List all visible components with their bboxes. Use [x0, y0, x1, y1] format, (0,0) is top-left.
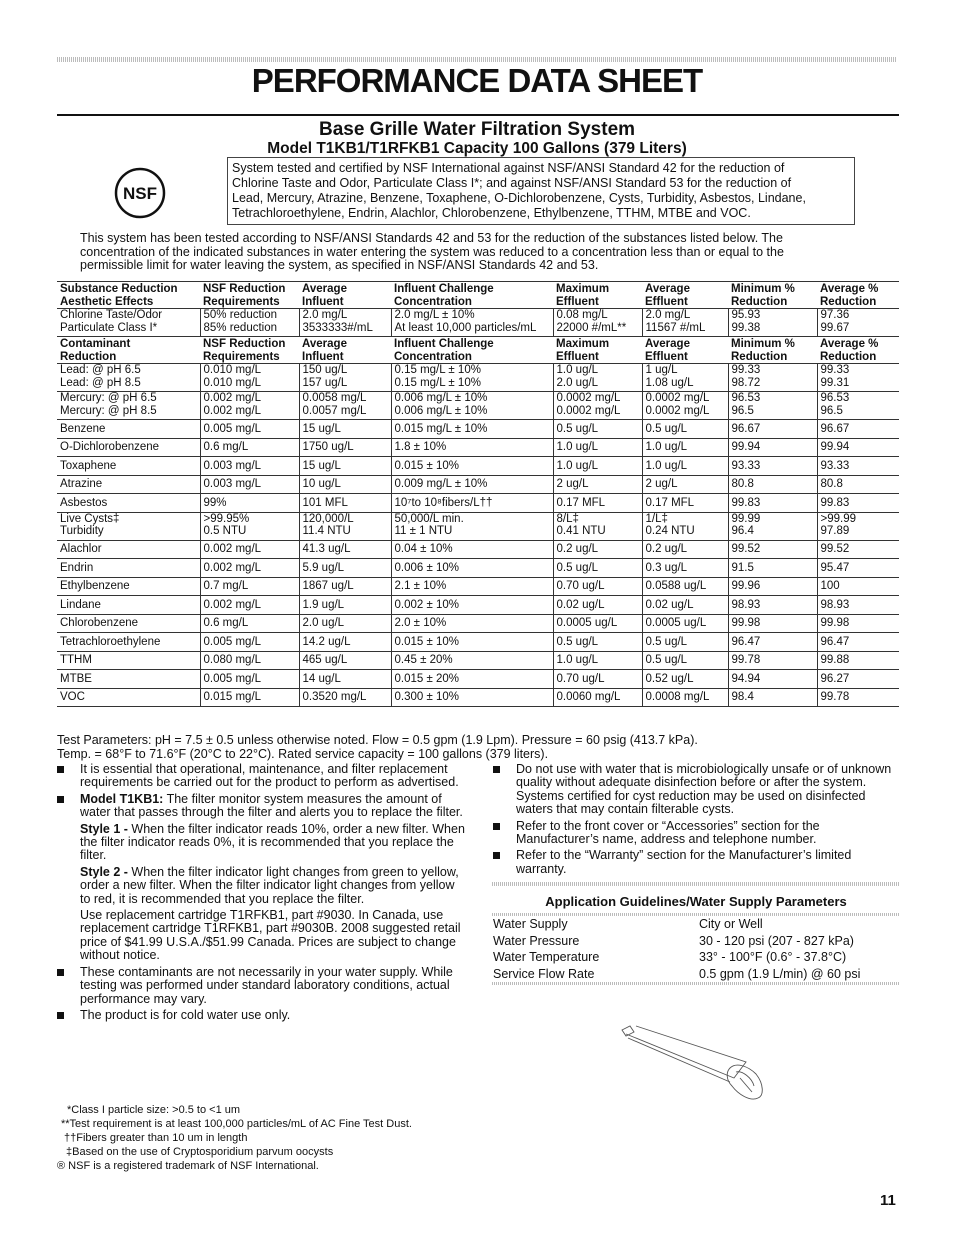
table-cell: 0.0002 mg/L 0.0002 mg/L [642, 392, 728, 420]
table-cell: Average Influent [299, 282, 391, 309]
table-row [57, 438, 899, 457]
table-cell: 99.83 [728, 494, 817, 513]
intro-line: This system has been tested according to NSF/ANSI Standards 42 and 53 for the reduction of the substances listed below. The [80, 231, 783, 245]
table-cell: 99.88 [817, 651, 899, 670]
table-cell: 96.67 [728, 420, 817, 439]
table-cell: 0.7 mg/L [200, 577, 299, 596]
guidelines-row [492, 933, 900, 950]
bullet-square-icon [493, 823, 500, 830]
table-cell: 41.3 ug/L [299, 540, 391, 559]
table-cell: 99.98 [817, 614, 899, 633]
table-row [57, 475, 899, 494]
title-rule [57, 114, 899, 116]
footnotes [57, 1103, 412, 1173]
table-cell: NSF Reduction Requirements [200, 337, 299, 364]
table-cell: 0.52 ug/L [642, 670, 728, 689]
table-row [57, 494, 899, 513]
performance-table [57, 281, 899, 707]
guidelines-title: Application Guidelines/Water Supply Parameters [545, 894, 847, 909]
table-cell: 1 ug/L 1.08 ug/L [642, 364, 728, 392]
table-cell: 0.3 ug/L [642, 559, 728, 578]
style-label: Style 2 - [80, 864, 128, 879]
table-cell: 0.005 mg/L [200, 420, 299, 439]
table-cell: 1750 ug/L [299, 438, 391, 457]
bullet-text: Refer to the front cover or “Accessories” section for the Manufacturer’s name, address and telephone number. [516, 818, 820, 847]
table-cell: 96.53 96.5 [817, 392, 899, 420]
table-row [57, 420, 899, 439]
table-cell: Endrin [57, 559, 200, 578]
bullet-square-icon [493, 852, 500, 859]
table-cell: 98.93 [728, 596, 817, 615]
filter-cartridge-icon [612, 1022, 772, 1102]
bullet-item [57, 763, 467, 790]
table-cell: 1.0 ug/L 2.0 ug/L [553, 364, 642, 392]
table-cell: Average Influent [299, 337, 391, 364]
table-cell: Average % Reduction [817, 282, 899, 309]
table-cell: 99.94 [728, 438, 817, 457]
table-cell: 0.003 mg/L [200, 457, 299, 476]
page-title: PERFORMANCE DATA SHEET [251, 62, 703, 99]
left-notes-column [57, 763, 467, 1025]
table-cell: O-Dichlorobenzene [57, 438, 200, 457]
table-cell: 0.70 ug/L [553, 577, 642, 596]
table-cell: 99.52 [817, 540, 899, 559]
table-cell: Benzene [57, 420, 200, 439]
table-cell: 10 ug/L [299, 475, 391, 494]
table-cell: 0.0588 ug/L [642, 577, 728, 596]
guidelines-bottom-hatch [492, 982, 900, 985]
table-cell: 15 ug/L [299, 457, 391, 476]
table-cell: Mercury: @ pH 6.5 Mercury: @ pH 8.5 [57, 392, 200, 420]
guideline-value: 33° - 100°F (0.6° - 37.8°C) [699, 950, 847, 964]
bullet-item [493, 763, 899, 817]
table-cell: 0.005 mg/L [200, 633, 299, 652]
table-cell: 0.010 mg/L 0.010 mg/L [200, 364, 299, 392]
table-row [57, 688, 899, 707]
table-cell: 99.96 [728, 577, 817, 596]
table-cell: 1/L‡ 0.24 NTU [642, 512, 728, 540]
table-cell: 0.080 mg/L [200, 651, 299, 670]
table-cell: 50,000/L min. 11 ± 1 NTU [391, 512, 553, 540]
table-cell: 80.8 [728, 475, 817, 494]
table-cell: 2.0 ug/L [299, 614, 391, 633]
table-cell: 0.15 mg/L ± 10% 0.15 mg/L ± 10% [391, 364, 553, 392]
footnote: *Class I particle size: >0.5 to <1 um [67, 1104, 241, 1116]
bullet-text: The product is for cold water use only. [80, 1007, 291, 1022]
table-cell: 0.45 ± 20% [391, 651, 553, 670]
table-cell: 99.78 [728, 651, 817, 670]
table-cell: Minimum % Reduction [728, 337, 817, 364]
footnote: ††Fibers greater than 10 um in length [64, 1132, 248, 1144]
table-cell: 1.8 ± 10% [391, 438, 553, 457]
table-cell: 120,000/L 11.4 NTU [299, 512, 391, 540]
table-cell: 0.2 ug/L [553, 540, 642, 559]
table-cell: 0.002 mg/L [200, 540, 299, 559]
footnote: ‡Based on the use of Cryptosporidium parvum oocysts [66, 1146, 334, 1158]
table-cell: 0.0060 mg/L [553, 688, 642, 707]
table-cell: 0.5 ug/L [553, 633, 642, 652]
table-cell: 0.002 ± 10% [391, 596, 553, 615]
table-cell: 1.0 ug/L [553, 651, 642, 670]
table-cell: 0.6 mg/L [200, 614, 299, 633]
table-cell: 0.0002 mg/L 0.0002 mg/L [553, 392, 642, 420]
table-row [57, 392, 899, 420]
bullet-text: Refer to the “Warranty” section for the Manufacturer’s limited warranty. [516, 848, 852, 876]
table-cell: Maximum Effluent [553, 282, 642, 309]
table-cell: 465 ug/L [299, 651, 391, 670]
table-row [57, 364, 899, 392]
table-cell: 96.27 [817, 670, 899, 689]
table-cell: 99.33 98.72 [728, 364, 817, 392]
table-cell: Lead: @ pH 6.5 Lead: @ pH 8.5 [57, 364, 200, 392]
table-cell: 99% [200, 494, 299, 513]
table-cell: 0.002 mg/L [200, 596, 299, 615]
table-cell: 0.6 mg/L [200, 438, 299, 457]
table-row [57, 670, 899, 689]
table-cell: 8/L‡ 0.41 NTU [553, 512, 642, 540]
table-cell: 0.015 mg/L [200, 688, 299, 707]
table-cell: 96.67 [817, 420, 899, 439]
table-cell: 98.93 [817, 596, 899, 615]
table-cell: 96.47 [728, 633, 817, 652]
table-cell: 0.08 mg/L 22000 #/mL** [553, 309, 642, 337]
table-cell: Influent Challenge Concentration [391, 282, 553, 309]
bullet-text: Do not use with water that is microbiologically unsafe or of unknown quality without adequate disinfection before or after the system. Systems certified for cyst reduction may be used on disinfected waters that may contain filterable cysts. [516, 762, 892, 817]
table-cell: 14 ug/L [299, 670, 391, 689]
table-cell: Lindane [57, 596, 200, 615]
replacement-note: Use replacement cartridge T1RFKB1, part #9030. In Canada, use replacement cartridge T1RFKB1, part #9030B. 2008 suggested retail price of $41.99 U.S.A./$51.99 Canada. Prices are subject to change without notice. [80, 908, 461, 963]
intro-line: permissible limit for water leaving the system, as specified in NSF/ANSI Standards 42 and 53. [80, 258, 599, 272]
table-cell: Chlorobenzene [57, 614, 200, 633]
table-cell: 2.0 mg/L ± 10% At least 10,000 particles/mL [391, 309, 553, 337]
system-subtitle: Base Grille Water Filtration System [318, 119, 636, 140]
table-cell: 14.2 ug/L [299, 633, 391, 652]
table-cell: 99.94 [817, 438, 899, 457]
table-cell: 0.5 ug/L [553, 420, 642, 439]
table-cell: 0.0005 ug/L [642, 614, 728, 633]
table-cell: 95.47 [817, 559, 899, 578]
table-cell: 2.0 mg/L 11567 #/mL [642, 309, 728, 337]
table-cell: 2 ug/L [553, 475, 642, 494]
table-cell: 91.5 [728, 559, 817, 578]
table-cell: 0.02 ug/L [553, 596, 642, 615]
table-cell: 101 MFL [299, 494, 391, 513]
table-cell: 0.04 ± 10% [391, 540, 553, 559]
table-cell: 0.5 ug/L [642, 633, 728, 652]
table-row [57, 309, 899, 337]
bullet-square-icon [57, 969, 64, 976]
bullet-item [493, 820, 899, 847]
footnote: **Test requirement is at least 100,000 particles/mL of AC Fine Test Dust. [61, 1118, 412, 1130]
footnote: ® NSF is a registered trademark of NSF International. [57, 1160, 319, 1172]
style-note [57, 823, 467, 863]
table-cell: 99.78 [817, 688, 899, 707]
table-cell: 2 ug/L [642, 475, 728, 494]
nsf-line: Chlorine Taste and Odor, Particulate Class I*; and against NSF/ANSI Standard 53 for the reduction of [232, 176, 792, 190]
table-row [57, 457, 899, 476]
bullet-bold-lead: Model T1KB1: [80, 791, 164, 806]
table-cell: 99.83 [817, 494, 899, 513]
application-guidelines [492, 882, 900, 985]
table-cell: Alachlor [57, 540, 200, 559]
bullet-square-icon [57, 1012, 64, 1019]
table-cell: 10⁷to 10⁸fibers/L†† [391, 494, 553, 513]
table-cell: 0.015 ± 20% [391, 670, 553, 689]
table-cell: NSF Reduction Requirements [200, 282, 299, 309]
table-header-row [57, 282, 899, 309]
style-text: When the filter indicator reads 10%, order a new filter. When the filter indicator reads 0%, it is recommended that you replace the filter. [80, 821, 465, 863]
table-cell: 0.17 MFL [553, 494, 642, 513]
table-cell: Ethylbenzene [57, 577, 200, 596]
table-cell: Average % Reduction [817, 337, 899, 364]
bullet-text: The filter monitor system measures the amount of water that passes through the filter and alerts you to replace the filter. [80, 791, 463, 820]
guideline-label: Water Supply [493, 917, 568, 931]
intro-paragraph [80, 232, 870, 273]
bullet-item [57, 966, 467, 1006]
table-cell: 1.9 ug/L [299, 596, 391, 615]
table-cell: Average Effluent [642, 282, 728, 309]
table-cell: 98.4 [728, 688, 817, 707]
nsf-certification-box [227, 157, 855, 225]
table-cell: 95.93 99.38 [728, 309, 817, 337]
table-row [57, 577, 899, 596]
table-cell: 0.006 mg/L ± 10% 0.006 mg/L ± 10% [391, 392, 553, 420]
table-cell: 0.5 ug/L [642, 420, 728, 439]
table-cell: 1.0 ug/L [553, 438, 642, 457]
bullet-text: These contaminants are not necessarily in your water supply. While testing was performed under standard laboratory conditions, actual performance may vary. [80, 964, 453, 1006]
style-label: Style 1 - [80, 821, 128, 836]
table-cell: 0.002 mg/L 0.002 mg/L [200, 392, 299, 420]
table-cell: >99.99 97.89 [817, 512, 899, 540]
guidelines-row [492, 949, 900, 966]
table-cell: 97.36 99.67 [817, 309, 899, 337]
table-cell: Tetrachloroethylene [57, 633, 200, 652]
bullet-item [57, 793, 467, 820]
table-cell: 93.33 [728, 457, 817, 476]
table-cell: 80.8 [817, 475, 899, 494]
guideline-label: Water Pressure [493, 933, 580, 948]
table-cell: 0.70 ug/L [553, 670, 642, 689]
table-cell: 0.5 ug/L [642, 651, 728, 670]
table-cell: 0.2 ug/L [642, 540, 728, 559]
nsf-logo-icon [114, 167, 166, 219]
test-parameters-line: Test Parameters: pH = 7.5 ± 0.5 unless otherwise noted. Flow = 0.5 gpm (1.9 Lpm). Pressure = 60 psig (413.7 kPa). [57, 733, 698, 747]
guideline-value: City or Well [699, 917, 763, 931]
intro-line: concentration of the indicated substances in water entering the system was reduced to a concentration less than or equal to the [80, 244, 784, 259]
guideline-value: 30 - 120 psi (207 - 827 kPa) [699, 933, 854, 948]
table-cell: 0.02 ug/L [642, 596, 728, 615]
table-cell: 150 ug/L 157 ug/L [299, 364, 391, 392]
table-cell: 0.015 ± 10% [391, 633, 553, 652]
table-cell: Minimum % Reduction [728, 282, 817, 309]
table-cell: 1.0 ug/L [642, 438, 728, 457]
table-cell: 2.1 ± 10% [391, 577, 553, 596]
table-cell: 99.33 99.31 [817, 364, 899, 392]
guideline-label: Service Flow Rate [493, 966, 595, 981]
bullet-item [57, 1009, 467, 1022]
table-cell: 94.94 [728, 670, 817, 689]
table-cell: 15 ug/L [299, 420, 391, 439]
table-cell: Live Cysts‡ Turbidity [57, 512, 200, 540]
table-cell: 0.015 mg/L ± 10% [391, 420, 553, 439]
table-cell: 2.0 ± 10% [391, 614, 553, 633]
table-row [57, 596, 899, 615]
table-row [57, 540, 899, 559]
table-cell: 0.3520 mg/L [299, 688, 391, 707]
bullet-square-icon [57, 796, 64, 803]
style-note [57, 866, 467, 906]
test-parameters [57, 734, 899, 761]
style-text: When the filter indicator light changes from green to yellow, order a new filter. When the filter indicator light changes from yellow to red, it is recommended that you replace the filter. [80, 864, 459, 906]
guideline-value: 0.5 gpm (1.9 L/min) @ 60 psi [699, 966, 861, 981]
table-cell: 1.0 ug/L [642, 457, 728, 476]
table-cell: 0.300 ± 10% [391, 688, 553, 707]
table-cell: VOC [57, 688, 200, 707]
table-cell: 0.009 mg/L ± 10% [391, 475, 553, 494]
nsf-line: System tested and certified by NSF International against NSF/ANSI Standard 42 for the reduction of [232, 161, 785, 175]
test-parameters-line: Temp. = 68°F to 71.6°F (20°C to 22°C). Rated service capacity = 100 gallons (379 liters). [57, 746, 549, 761]
guidelines-row [492, 916, 900, 933]
nsf-line: Lead, Mercury, Atrazine, Benzene, Toxaphene, O-Dichlorobenzene, Cysts, Turbidity, Asbestos, Lindane, [232, 191, 806, 205]
table-cell: 99.98 [728, 614, 817, 633]
table-cell: Atrazine [57, 475, 200, 494]
table-cell: 0.015 ± 10% [391, 457, 553, 476]
table-cell: 93.33 [817, 457, 899, 476]
table-header-row [57, 337, 899, 364]
table-cell: Substance Reduction Aesthetic Effects [57, 282, 200, 309]
table-cell: TTHM [57, 651, 200, 670]
nsf-line: Tetrachloroethylene, Endrin, Alachlor, Chlorobenzene, Ethylbenzene, TTHM, MTBE and VOC. [232, 206, 751, 220]
table-cell: 99.99 96.4 [728, 512, 817, 540]
table-cell: 50% reduction 85% reduction [200, 309, 299, 337]
table-cell: 0.006 ± 10% [391, 559, 553, 578]
table-cell: 96.47 [817, 633, 899, 652]
table-cell: 0.005 mg/L [200, 670, 299, 689]
bullet-text: It is essential that operational, maintenance, and filter replacement requirements be carried out for the product to perform as advertised. [80, 762, 459, 790]
table-cell: 0.17 MFL [642, 494, 728, 513]
guidelines-table [492, 916, 900, 982]
table-cell: 0.5 ug/L [553, 559, 642, 578]
bullet-square-icon [57, 766, 64, 773]
table-cell: 1867 ug/L [299, 577, 391, 596]
guideline-label: Water Temperature [493, 950, 600, 964]
table-row [57, 651, 899, 670]
table-cell: 0.0005 ug/L [553, 614, 642, 633]
table-cell: Influent Challenge Concentration [391, 337, 553, 364]
table-cell: Contaminant Reduction [57, 337, 200, 364]
table-cell: 0.0058 mg/L 0.0057 mg/L [299, 392, 391, 420]
table-row [57, 512, 899, 540]
guidelines-row [492, 966, 900, 983]
table-cell: >99.95% 0.5 NTU [200, 512, 299, 540]
bullet-item [493, 849, 899, 876]
table-cell: Maximum Effluent [553, 337, 642, 364]
table-cell: 2.0 mg/L 3533333#/mL [299, 309, 391, 337]
page-number: 11 [880, 1192, 896, 1209]
table-row [57, 633, 899, 652]
table-cell: 99.52 [728, 540, 817, 559]
table-cell: 1.0 ug/L [553, 457, 642, 476]
table-cell: 0.002 mg/L [200, 559, 299, 578]
model-subtitle: Model T1KB1/T1RFKB1 Capacity 100 Gallons (379 Liters) [267, 140, 687, 157]
table-cell: 0.003 mg/L [200, 475, 299, 494]
table-cell: 0.0008 mg/L [642, 688, 728, 707]
table-cell: Average Effluent [642, 337, 728, 364]
table-row [57, 559, 899, 578]
table-cell: MTBE [57, 670, 200, 689]
table-cell: Toxaphene [57, 457, 200, 476]
table-cell: Asbestos [57, 494, 200, 513]
table-row [57, 614, 899, 633]
table-cell: 100 [817, 577, 899, 596]
right-notes-column [493, 763, 899, 879]
bullet-square-icon [493, 766, 500, 773]
nsf-logo-text: NSF [123, 184, 157, 203]
table-cell: 5.9 ug/L [299, 559, 391, 578]
table-cell: Chlorine Taste/Odor Particulate Class I* [57, 309, 200, 337]
table-cell: 96.53 96.5 [728, 392, 817, 420]
